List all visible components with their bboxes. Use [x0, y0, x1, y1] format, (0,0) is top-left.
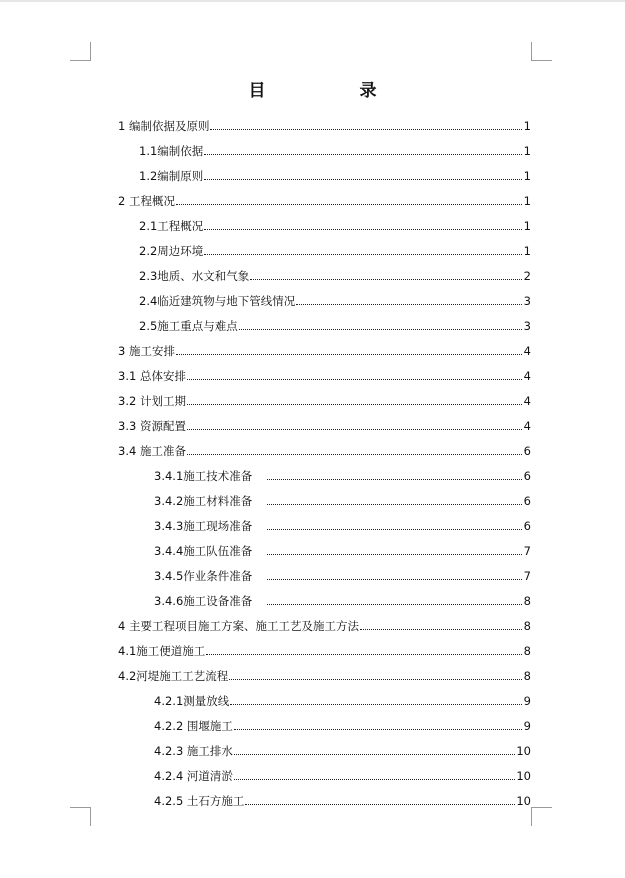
toc-page-number: 8 — [523, 644, 531, 658]
toc-dot-leader — [176, 354, 522, 355]
toc-page-number: 7 — [523, 544, 531, 558]
toc-dot-leader — [206, 654, 522, 655]
toc-page-number: 3 — [523, 294, 531, 308]
toc-dot-leader — [229, 679, 522, 680]
toc-page-number: 2 — [523, 269, 531, 283]
toc-page-number: 8 — [523, 594, 531, 608]
toc-page-number: 9 — [523, 719, 531, 733]
toc-entry-label: 3.3 资源配置 — [118, 419, 186, 433]
toc-entry-label: 4.2.4 河道清淤 — [154, 769, 233, 783]
toc-entry-label: 4.2.1测量放线 — [154, 694, 230, 708]
toc-page-number: 1 — [523, 219, 531, 233]
toc-entry-label: 2.1工程概况 — [139, 219, 204, 233]
toc-page-number: 8 — [523, 619, 531, 633]
toc-dot-leader — [267, 479, 522, 480]
toc-dot-leader — [187, 404, 522, 405]
toc-entry-label: 2.3地质、水文和气象 — [139, 269, 250, 283]
toc-entry-label: 1.2编制原则 — [139, 169, 204, 183]
corner-crop-mark-top-right — [531, 42, 552, 61]
toc-entry[interactable] — [118, 733, 531, 758]
toc-dot-leader — [204, 154, 522, 155]
toc-page-number: 6 — [523, 444, 531, 458]
toc-page-number: 3 — [523, 319, 531, 333]
toc-page-number: 6 — [523, 519, 531, 533]
toc-entry-label: 3.2 计划工期 — [118, 394, 186, 408]
toc-entry-label: 3.1 总体安排 — [118, 369, 186, 383]
toc-entry-label: 4.2.5 土石方施工 — [154, 794, 245, 808]
toc-dot-leader — [230, 704, 522, 705]
toc-entry-label: 3.4.2施工材料准备 — [154, 494, 253, 508]
toc-title: 目 录 — [248, 81, 421, 101]
toc-entry[interactable] — [118, 658, 531, 683]
toc-entry-label: 4.2.3 施工排水 — [154, 744, 233, 758]
toc-entry[interactable] — [118, 233, 531, 258]
toc-entry-label: 3.4 施工准备 — [118, 444, 186, 458]
toc-entry-label: 4.2.2 围堰施工 — [154, 719, 233, 733]
toc-entry[interactable] — [118, 608, 531, 633]
toc-entry[interactable] — [118, 508, 531, 533]
toc-entry[interactable] — [118, 783, 531, 808]
toc-entry[interactable] — [118, 533, 531, 558]
toc-dot-leader — [176, 204, 522, 205]
toc-entry[interactable] — [118, 383, 531, 408]
toc-entry[interactable] — [118, 108, 531, 133]
toc-page-number: 6 — [523, 494, 531, 508]
toc-dot-leader — [234, 779, 515, 780]
corner-crop-mark-bottom-right — [531, 807, 552, 826]
corner-crop-mark-bottom-left — [70, 807, 91, 826]
toc-page-number: 1 — [523, 169, 531, 183]
toc-dot-leader — [267, 504, 522, 505]
toc-dot-leader — [187, 379, 522, 380]
toc-dot-leader — [204, 179, 522, 180]
corner-crop-mark-top-left — [70, 42, 91, 61]
toc-entry-label: 3.4.1施工技术准备 — [154, 469, 253, 483]
toc-entry[interactable] — [118, 558, 531, 583]
toc-dot-leader — [267, 604, 522, 605]
toc-page-number: 1 — [523, 144, 531, 158]
toc-page-number: 1 — [523, 119, 531, 133]
toc-entry[interactable] — [118, 183, 531, 208]
toc-entry[interactable] — [118, 708, 531, 733]
toc-dot-leader — [245, 804, 515, 805]
toc-dot-leader — [187, 429, 522, 430]
toc-entry-label: 4 主要工程项目施工方案、施工工艺及施工方法 — [118, 619, 359, 633]
toc-page-number: 4 — [523, 394, 531, 408]
toc-entry[interactable] — [118, 133, 531, 158]
toc-entry-label: 4.1施工便道施工 — [118, 644, 206, 658]
toc-dot-leader — [234, 729, 522, 730]
toc-entry[interactable] — [118, 158, 531, 183]
toc-entry-label: 3.4.6施工设备准备 — [154, 594, 253, 608]
toc-entry-label: 3.4.3施工现场准备 — [154, 519, 253, 533]
toc-entry[interactable] — [118, 683, 531, 708]
toc-entry[interactable] — [118, 633, 531, 658]
toc-entry[interactable] — [118, 333, 531, 358]
toc-dot-leader — [267, 554, 522, 555]
toc-entry-label: 3.4.4施工队伍准备 — [154, 544, 253, 558]
toc-page-number: 8 — [523, 669, 531, 683]
toc-dot-leader — [267, 579, 522, 580]
toc-entry[interactable] — [118, 258, 531, 283]
toc-page-number: 10 — [516, 744, 531, 758]
toc-entry-label: 1.1编制依据 — [139, 144, 204, 158]
toc-entry[interactable] — [118, 308, 531, 333]
toc-entry-label: 2 工程概况 — [118, 194, 175, 208]
toc-page-number: 4 — [523, 344, 531, 358]
toc-page-number: 9 — [523, 694, 531, 708]
toc-dot-leader — [296, 304, 522, 305]
toc-dot-leader — [239, 329, 522, 330]
toc-entry[interactable] — [118, 458, 531, 483]
toc-dot-leader — [187, 454, 522, 455]
toc-entry-label: 2.4临近建筑物与地下管线情况 — [139, 294, 296, 308]
toc-page-number: 7 — [523, 569, 531, 583]
toc-entry-label: 1 编制依据及原则 — [118, 119, 210, 133]
toc-entry-label: 4.2河堤施工工艺流程 — [118, 669, 229, 683]
toc-entry[interactable] — [118, 433, 531, 458]
toc-page-number: 10 — [516, 794, 531, 808]
toc-entry[interactable] — [118, 583, 531, 608]
toc-entry[interactable] — [118, 208, 531, 233]
toc-entry[interactable] — [118, 358, 531, 383]
toc-page-number: 6 — [523, 469, 531, 483]
toc-entry-label: 2.5施工重点与难点 — [139, 319, 238, 333]
toc-dot-leader — [204, 254, 522, 255]
toc-page-number: 1 — [523, 194, 531, 208]
toc-dot-leader — [250, 279, 522, 280]
toc-entry[interactable] — [118, 483, 531, 508]
toc-entry-label: 3.4.5作业条件准备 — [154, 569, 253, 583]
toc-dot-leader — [210, 129, 522, 130]
toc-dot-leader — [267, 529, 522, 530]
toc-dot-leader — [234, 754, 515, 755]
toc-entry[interactable] — [118, 758, 531, 783]
toc-page-number: 10 — [516, 769, 531, 783]
toc-dot-leader — [204, 229, 522, 230]
toc-entry[interactable] — [118, 283, 531, 308]
toc-page-number: 4 — [523, 419, 531, 433]
toc-page-number: 1 — [523, 244, 531, 258]
toc-dot-leader — [360, 629, 522, 630]
toc-entry[interactable] — [118, 408, 531, 433]
toc-entry-label: 3 施工安排 — [118, 344, 175, 358]
toc-entry-label: 2.2周边环境 — [139, 244, 204, 258]
table-of-contents — [118, 108, 531, 808]
toc-page-number: 4 — [523, 369, 531, 383]
page-top-edge — [0, 0, 625, 2]
